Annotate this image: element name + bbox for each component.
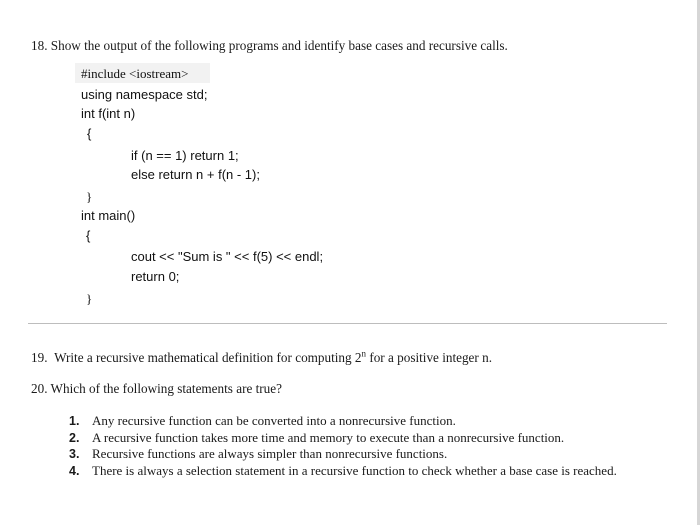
section-divider <box>28 323 667 324</box>
statements-list <box>69 413 669 479</box>
question-19-number: 19. <box>31 350 48 365</box>
list-item-number: 3. <box>69 447 80 461</box>
list-item-number: 1. <box>69 414 80 428</box>
code-line-main-close-brace: } <box>86 291 93 306</box>
list-item <box>69 446 669 463</box>
list-item <box>69 463 669 480</box>
code-line-return: return 0; <box>131 269 180 284</box>
question-19-text-end: for a positive integer n. <box>366 350 492 365</box>
code-line-recursive-call: else return n + f(n - 1); <box>131 167 260 182</box>
code-line-base-case: if (n == 1) return 1; <box>131 148 239 163</box>
list-item-text: Any recursive function can be converted into a nonrecursive function. <box>92 413 456 428</box>
code-line-open-brace: { <box>87 126 92 141</box>
code-line-func-signature: int f(int n) <box>81 106 136 121</box>
list-item <box>69 430 669 447</box>
code-line-close-brace: } <box>86 189 93 204</box>
list-item-number: 2. <box>69 430 80 445</box>
list-item-text: A recursive function takes more time and memory to execute than a nonrecursive function. <box>92 429 565 445</box>
list-item <box>69 413 669 430</box>
question-19-superscript: n <box>361 348 367 359</box>
list-item-text: Recursive functions are always simpler than nonrecursive functions. <box>92 446 448 461</box>
question-19 <box>31 350 492 366</box>
code-line-namespace: using namespace std; <box>81 87 208 102</box>
code-line-main-open-brace: { <box>86 228 91 243</box>
code-line-main: int main() <box>81 208 136 223</box>
question-19-text: Write a recursive mathematical definition for computing 2 <box>54 350 362 365</box>
list-item-number: 4. <box>69 463 80 478</box>
question-20: 20. Which of the following statements are true? <box>31 381 282 396</box>
question-18: 18. Show the output of the following programs and identify base cases and recursive calls. <box>31 38 508 53</box>
code-line-cout: cout << "Sum is " << f(5) << endl; <box>131 249 324 264</box>
list-item-text: There is always a selection statement in a recursive function to check whether a base case is reached. <box>92 462 617 478</box>
code-line-include: #include <iostream> <box>81 66 189 81</box>
